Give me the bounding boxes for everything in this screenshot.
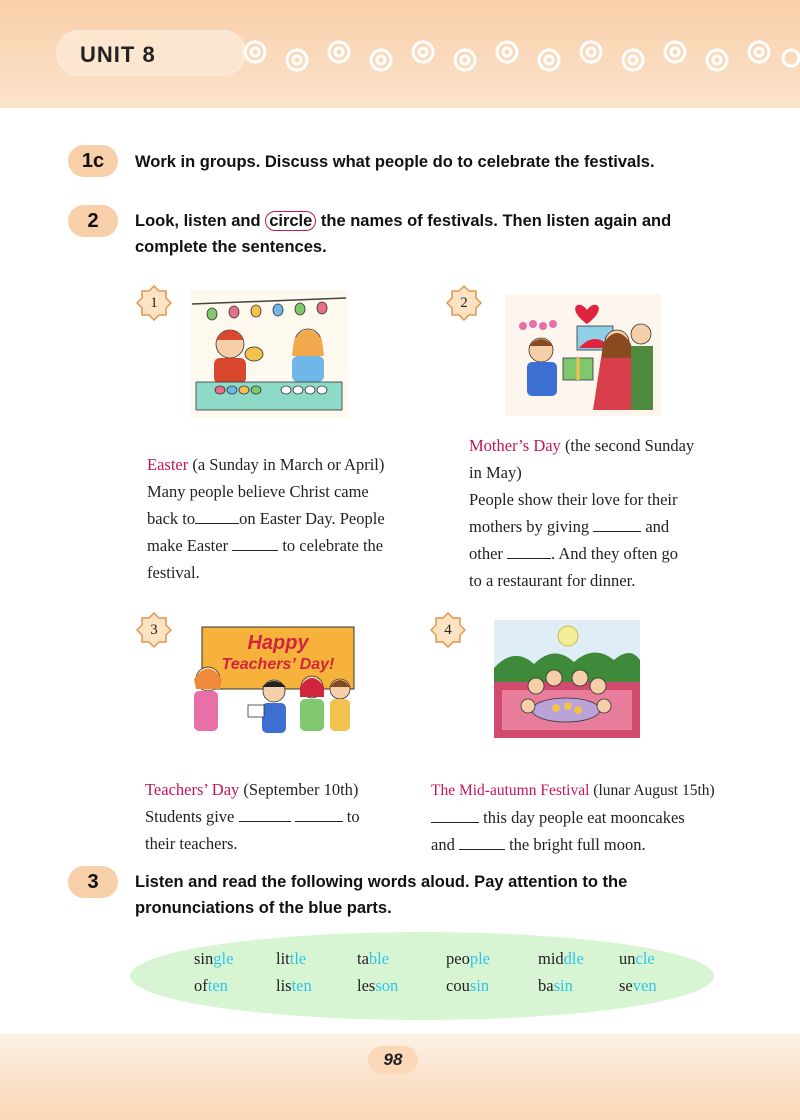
word-item: cousin bbox=[446, 976, 490, 995]
exercise-3-instruction: Listen and read the following words aloud. Pay attention to the pronunciations of the blue parts. bbox=[135, 873, 628, 917]
item-3-text: Teachers’ Day (September 10th) Students give to their teachers. bbox=[145, 780, 360, 853]
festival-name: Mother’s Day bbox=[469, 436, 561, 455]
festival-name: Teachers’ Day bbox=[145, 780, 240, 799]
sign-line-2: Teachers’ Day! bbox=[221, 656, 335, 673]
mid-autumn-family-picture bbox=[494, 620, 640, 738]
festival-name: The Mid-autumn Festival bbox=[431, 782, 590, 799]
unit-title: UNIT 8 bbox=[80, 42, 156, 67]
item-number-badge: 1 bbox=[136, 285, 172, 321]
answer-blank[interactable] bbox=[295, 807, 343, 822]
word-item: people bbox=[446, 949, 490, 968]
word-item: single bbox=[194, 949, 234, 968]
page-number: 98 bbox=[368, 1046, 418, 1074]
answer-blank[interactable] bbox=[232, 536, 278, 551]
item-number-badge: 3 bbox=[136, 612, 172, 648]
word-item: lesson bbox=[357, 976, 399, 995]
item-number-badge: 2 bbox=[446, 285, 482, 321]
word-item: listen bbox=[276, 976, 312, 995]
exercise-tag-1c: 1c bbox=[68, 145, 118, 177]
word-item: uncle bbox=[619, 949, 655, 968]
instruction-text: Look, listen and bbox=[135, 212, 266, 230]
item-number-badge: 4 bbox=[430, 612, 466, 648]
word-item: table bbox=[357, 949, 390, 968]
teachers-day-picture bbox=[190, 625, 358, 739]
instruction-text: the names of festivals. Then listen again and bbox=[316, 212, 672, 230]
item-4-text: The Mid-autumn Festival (lunar August 15th) this day people eat mooncakes and the bright full moon. bbox=[431, 782, 715, 854]
answer-blank[interactable] bbox=[239, 807, 291, 822]
instruction-text: complete the sentences. bbox=[135, 238, 327, 256]
answer-blank[interactable] bbox=[507, 544, 551, 559]
answer-blank[interactable] bbox=[593, 517, 641, 532]
word-item: basin bbox=[538, 976, 573, 995]
circled-word: circle bbox=[265, 211, 316, 231]
exercise-2-instruction bbox=[135, 208, 671, 260]
word-list-panel bbox=[128, 930, 716, 1022]
exercise-tag-2: 2 bbox=[68, 205, 118, 237]
answer-blank[interactable] bbox=[431, 808, 479, 823]
item-1-text: Easter (a Sunday in March or April) Many people believe Christ came back to on Easter Day. People make Easter to celebrate the festival. bbox=[147, 455, 385, 582]
answer-blank[interactable] bbox=[195, 509, 239, 524]
decorative-rings bbox=[235, 30, 800, 90]
word-item: seven bbox=[619, 976, 657, 995]
item-2-text: Mother’s Day (the second Sunday in May) People show their love for their mothers by giving and other . And they often go to a restaurant for dinner. bbox=[469, 436, 695, 590]
easter-egg-painting-picture bbox=[190, 290, 348, 418]
sign-line-1: Happy bbox=[247, 632, 309, 654]
exercise-tag-3: 3 bbox=[68, 866, 118, 898]
word-item: middle bbox=[538, 949, 584, 968]
answer-blank[interactable] bbox=[459, 835, 505, 850]
festival-name: Easter bbox=[147, 455, 189, 474]
word-item: little bbox=[276, 949, 307, 968]
mothers-day-gift-picture bbox=[505, 294, 661, 416]
word-item: often bbox=[194, 976, 228, 995]
exercise-1c-instruction: Work in groups. Discuss what people do to celebrate the festivals. bbox=[135, 153, 655, 171]
